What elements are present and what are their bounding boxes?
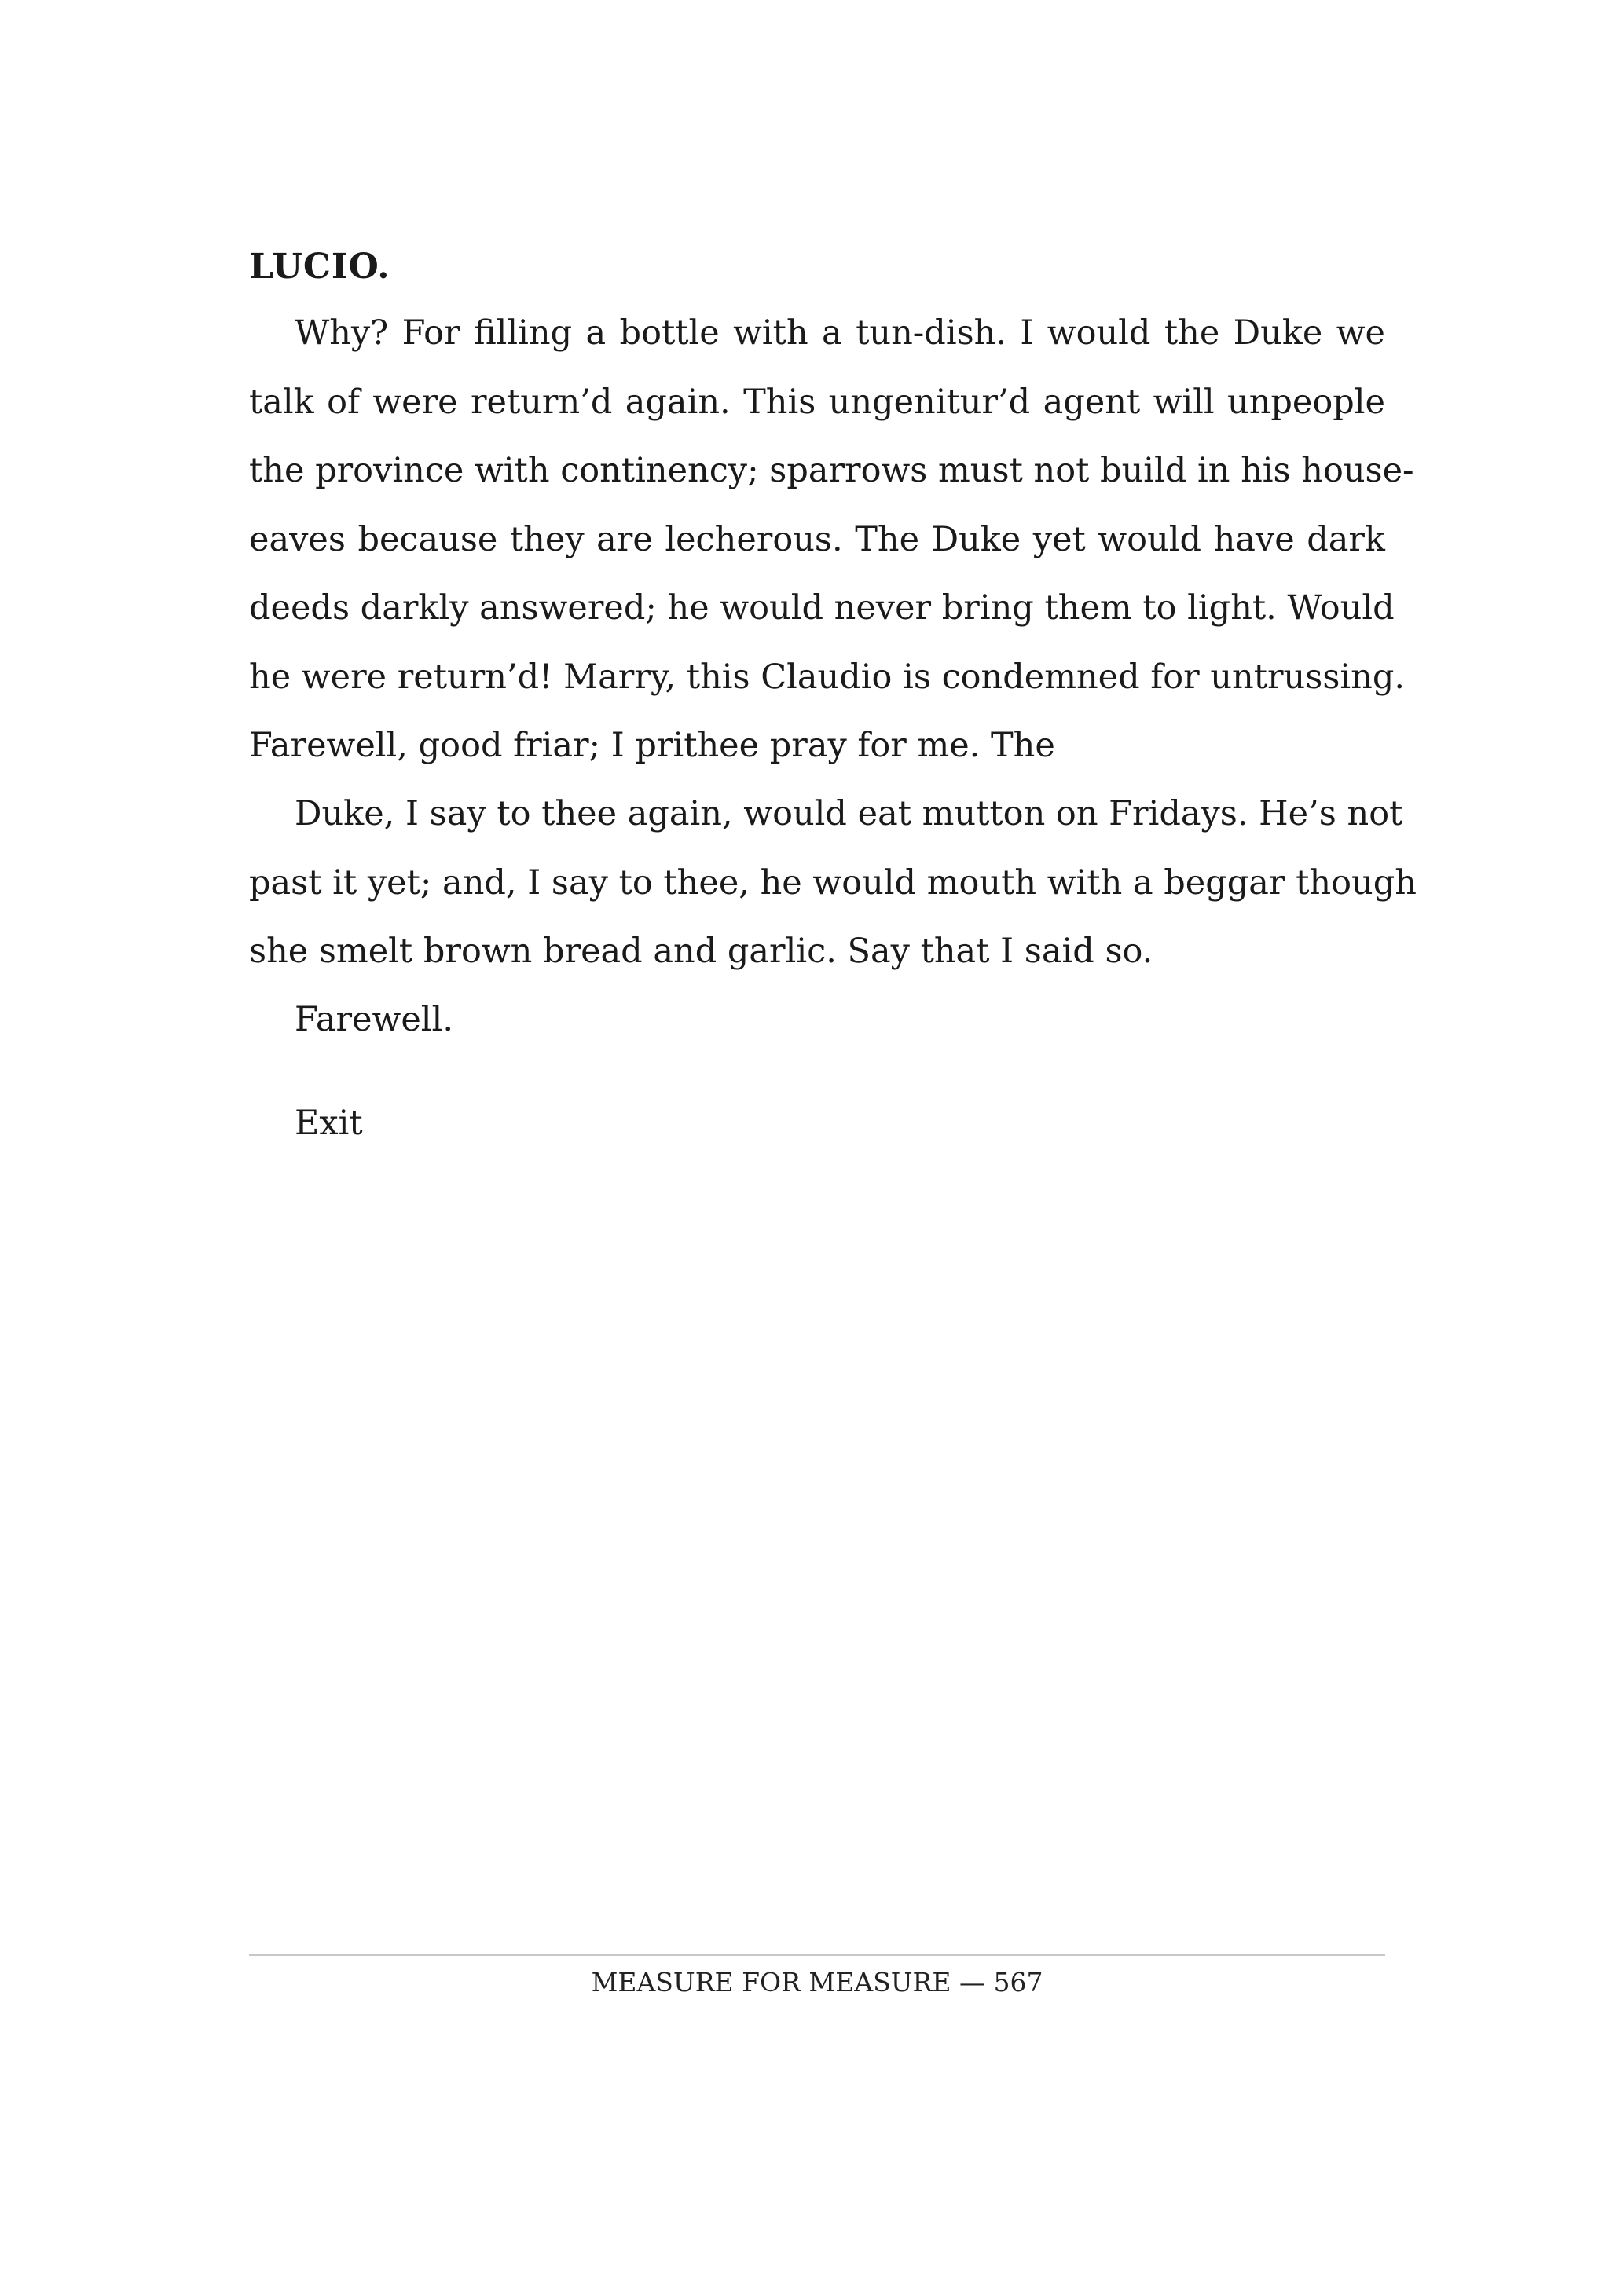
text-line: Why? For filling a bottle with a tun-dish. I would the Duke we [295, 313, 1385, 353]
running-footer: MEASURE FOR MEASURE — 567 [591, 1967, 1043, 1998]
text-line: Duke, I say to thee again, would eat mutton on Fridays. He’s not [295, 794, 1403, 833]
text-line: Farewell, good friar; I prithee pray for me. The [249, 726, 1055, 765]
text-line: past it yet; and, I say to thee, he would mouth with a beggar though [249, 862, 1417, 903]
text-line: deeds darkly answered; he would never bring them to light. Would [249, 588, 1395, 628]
text-line: he were return’d! Marry, this Claudio is condemned for untrussing. [249, 657, 1406, 697]
speech-paragraph-3: Farewell. [295, 1000, 453, 1039]
stage-direction: Exit [295, 1104, 363, 1143]
footer-divider [249, 1954, 1385, 1956]
speech-paragraph-2 [249, 780, 1417, 987]
speaker-name: LUCIO. [249, 247, 390, 287]
text-line: talk of were return’d again. This ungenitur’d agent will unpeople [249, 382, 1385, 422]
speech-paragraph-1 [249, 299, 1414, 781]
text-line: she smelt brown bread and garlic. Say that I said so. [249, 932, 1153, 971]
text-line: the province with continency; sparrows must not build in his house- [249, 451, 1414, 490]
text-line: eaves because they are lecherous. The Duke yet would have dark [249, 519, 1385, 559]
